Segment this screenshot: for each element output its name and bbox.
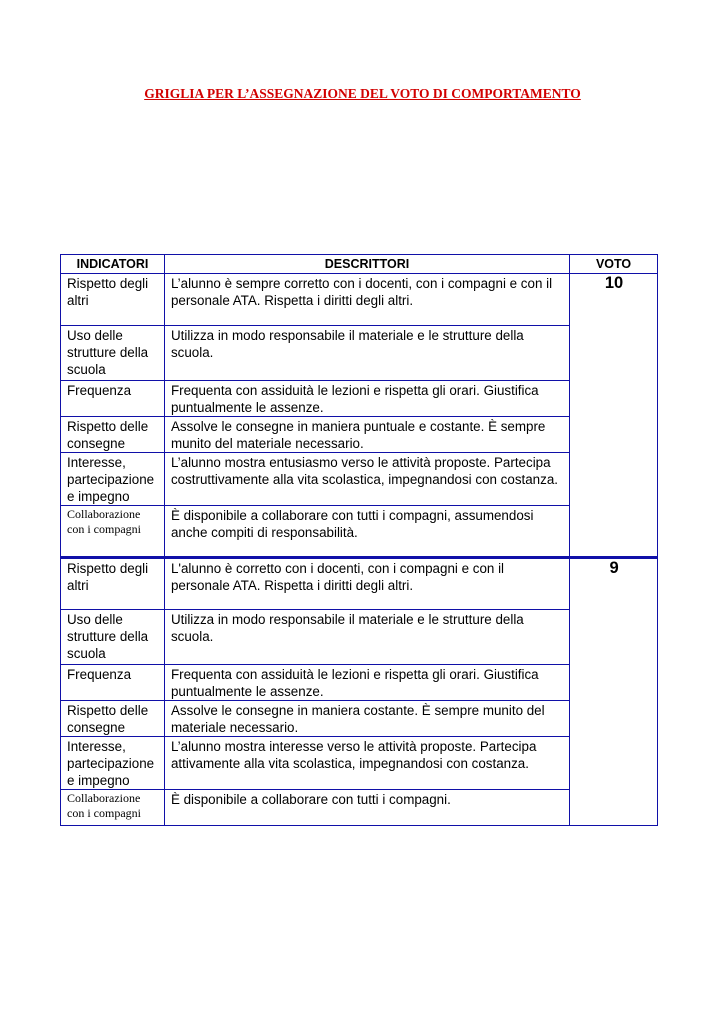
- descriptor-cell: L’alunno mostra entusiasmo verso le attività proposte. Partecipa costruttivamente alla vita scolastica, impegnandosi con costanza.: [164, 453, 569, 506]
- table-row: [61, 737, 658, 790]
- indicator-cell: Rispetto degli altri: [61, 558, 165, 610]
- grading-table: [60, 254, 658, 826]
- page-title: GRIGLIA PER L’ASSEGNAZIONE DEL VOTO DI COMPORTAMENTO: [144, 86, 581, 101]
- table-row: [61, 790, 658, 826]
- descriptor-cell: Utilizza in modo responsabile il materiale e le strutture della scuola.: [164, 326, 569, 381]
- indicator-cell: Frequenza: [61, 381, 165, 417]
- header-indicatori: INDICATORI: [61, 255, 165, 274]
- indicator-cell: Uso delle strutture della scuola: [61, 610, 165, 665]
- table-header-row: [61, 255, 658, 274]
- indicator-cell: Collaborazione con i compagni: [61, 506, 165, 558]
- descriptor-cell: Frequenta con assiduità le lezioni e rispetta gli orari. Giustifica puntualmente le assenze.: [164, 665, 569, 701]
- indicator-cell: Rispetto degli altri: [61, 274, 165, 326]
- table-row: [61, 665, 658, 701]
- table-row: [61, 417, 658, 453]
- descriptor-cell: L’alunno mostra interesse verso le attività proposte. Partecipa attivamente alla vita scolastica, impegnandosi con costanza.: [164, 737, 569, 790]
- indicator-cell: Collaborazione con i compagni: [61, 790, 165, 826]
- vote-cell: 9: [570, 558, 658, 826]
- header-voto: VOTO: [570, 255, 658, 274]
- indicator-cell: Interesse, partecipazione e impegno: [61, 737, 165, 790]
- table-row: [61, 381, 658, 417]
- table-row: [61, 506, 658, 558]
- descriptor-cell: L’alunno è sempre corretto con i docenti, con i compagni e con il personale ATA. Rispetta i diritti degli altri.: [164, 274, 569, 326]
- descriptor-cell: È disponibile a collaborare con tutti i compagni.: [164, 790, 569, 826]
- indicator-cell: Rispetto delle consegne: [61, 701, 165, 737]
- descriptor-cell: L'alunno è corretto con i docenti, con i compagni e con il personale ATA. Rispetta i diritti degli altri.: [164, 558, 569, 610]
- indicator-cell: Frequenza: [61, 665, 165, 701]
- table-row: [61, 610, 658, 665]
- descriptor-cell: Utilizza in modo responsabile il materiale e le strutture della scuola.: [164, 610, 569, 665]
- descriptor-cell: Assolve le consegne in maniera costante. È sempre munito del materiale necessario.: [164, 701, 569, 737]
- table-row: [61, 274, 658, 326]
- indicator-cell: Uso delle strutture della scuola: [61, 326, 165, 381]
- table-row: [61, 701, 658, 737]
- header-descrittori: DESCRITTORI: [164, 255, 569, 274]
- indicator-cell: Interesse, partecipazione e impegno: [61, 453, 165, 506]
- table-row: [61, 453, 658, 506]
- descriptor-cell: Frequenta con assiduità le lezioni e rispetta gli orari. Giustifica puntualmente le assenze.: [164, 381, 569, 417]
- descriptor-cell: È disponibile a collaborare con tutti i compagni, assumendosi anche compiti di responsabilità.: [164, 506, 569, 558]
- vote-cell: 10: [570, 274, 658, 558]
- descriptor-cell: Assolve le consegne in maniera puntuale e costante. È sempre munito del materiale necessario.: [164, 417, 569, 453]
- table-row: [61, 558, 658, 610]
- table-row: [61, 326, 658, 381]
- indicator-cell: Rispetto delle consegne: [61, 417, 165, 453]
